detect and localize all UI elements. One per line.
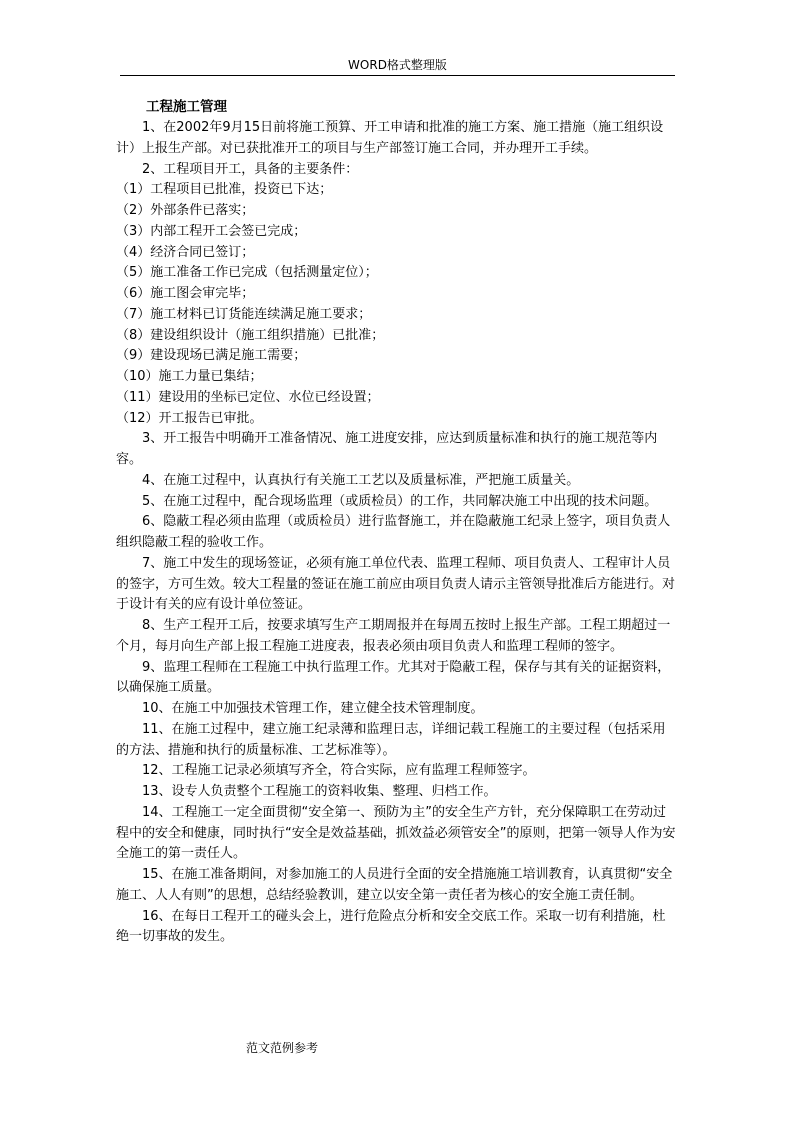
- document-title: 工程施工管理: [146, 99, 227, 115]
- paragraph-6: 6、隐蔽工程必须由监理（或质检员）进行监督施工，并在隐蔽施工纪录上签字，项目负责人组织隐蔽工程的验收工作。: [116, 514, 671, 550]
- page-footer: 范文范例参考: [246, 1041, 319, 1055]
- condition-item: （1）工程项目已批准，投资已下达；: [116, 182, 333, 198]
- document-body: [116, 118, 676, 948]
- condition-item: （3）内部工程开工会签已完成；: [116, 223, 307, 239]
- condition-item: （5）施工准备工作已完成（包括测量定位）；: [116, 265, 378, 281]
- condition-item: （8）建设组织设计（施工组织措施）已批准；: [116, 327, 385, 343]
- paragraph-4: 4、在施工过程中，认真执行有关施工工艺以及质量标准，严把施工质量关。: [142, 472, 580, 488]
- paragraph-16: 16、在每日工程开工的碰头会上，进行危险点分析和安全交底工作。采取一切有利措施，杜绝一切事故的发生。: [116, 908, 666, 945]
- paragraph-8: 8、生产工程开工后，按要求填写生产工期周报并在每周五按时上报生产部。工程工期超过一个月，每月向生产部上报工程施工进度表，报表必须由项目负责人和监理工程师的签字。: [116, 618, 671, 654]
- paragraph-10: 10、在施工中加强技术管理工作，建立健全技术管理制度。: [142, 701, 484, 716]
- condition-item: （7）施工材料已订货能连续满足施工要求；: [116, 306, 372, 322]
- condition-item: （10）施工力量已集结；: [116, 369, 263, 384]
- paragraph-14: 14、工程施工一定全面贯彻“安全第一、预防为主”的安全生产方针，充分保障职工在劳动过程中的安全和健康，同时执行“安全是效益基础，抓效益必须管安全”的原则，把第一领导人作为安全施工的第一责任人。: [116, 804, 676, 862]
- condition-item: （9）建设现场已满足施工需要；: [116, 348, 307, 364]
- paragraph-15: 15、在施工准备期间，对参加施工的人员进行全面的安全措施施工培训教育，认真贯彻“安全施工、人人有则”的思想，总结经验教训，建立以安全第一责任者为核心的安全施工责任制。: [116, 867, 673, 903]
- paragraph-1: 1、在2002年9月15日前将施工预算、开工申请和批准的施工方案、施工措施（施工组织设计）上报生产部。对已获批准开工的项目与生产部签订施工合同，并办理开工手续。: [116, 120, 664, 156]
- condition-item: （2）外部条件已落实；: [116, 203, 255, 218]
- condition-item: （6）施工图会审完毕；: [116, 286, 255, 301]
- page-header: WORD格式整理版: [348, 58, 447, 72]
- condition-item: （11）建设用的坐标已定位、水位已经设置；: [116, 389, 380, 405]
- paragraph-5: 5、在施工过程中，配合现场监理（或质检员）的工作，共同解决施工中出现的技术问题。: [142, 493, 658, 509]
- paragraph-11: 11、在施工过程中，建立施工纪录薄和监理日志，详细记载工程施工的主要过程（包括采用的方法、措施和执行的质量标准、工艺标准等）。: [116, 721, 666, 758]
- paragraph-7: 7、施工中发生的现场签证，必须有施工单位代表、监理工程师、项目负责人、工程审计人员的签字，方可生效。较大工程量的签证在施工前应由项目负责人请示主管领导批准后方能进行。对于设计有关的应有设计单位签证。: [116, 555, 676, 613]
- paragraph-2: 2、工程项目开工，具备的主要条件：: [142, 161, 359, 177]
- condition-item: （4）经济合同已签订；: [116, 244, 255, 260]
- header-rule: [120, 75, 675, 76]
- paragraph-12: 12、工程施工记录必须填写齐全，符合实际，应有监理工程师签字。: [142, 763, 536, 779]
- paragraph-9: 9、监理工程师在工程施工中执行监理工作。尤其对于隐蔽工程，保存与其有关的证据资料，以确保施工质量。: [116, 659, 671, 696]
- paragraph-3: 3、开工报告中明确开工准备情况、施工进度安排，应达到质量标准和执行的施工规范等内容。: [116, 431, 658, 467]
- paragraph-13: 13、设专人负责整个工程施工的资料收集、整理、归档工作。: [142, 784, 497, 799]
- condition-item: （12）开工报告已审批。: [116, 410, 263, 426]
